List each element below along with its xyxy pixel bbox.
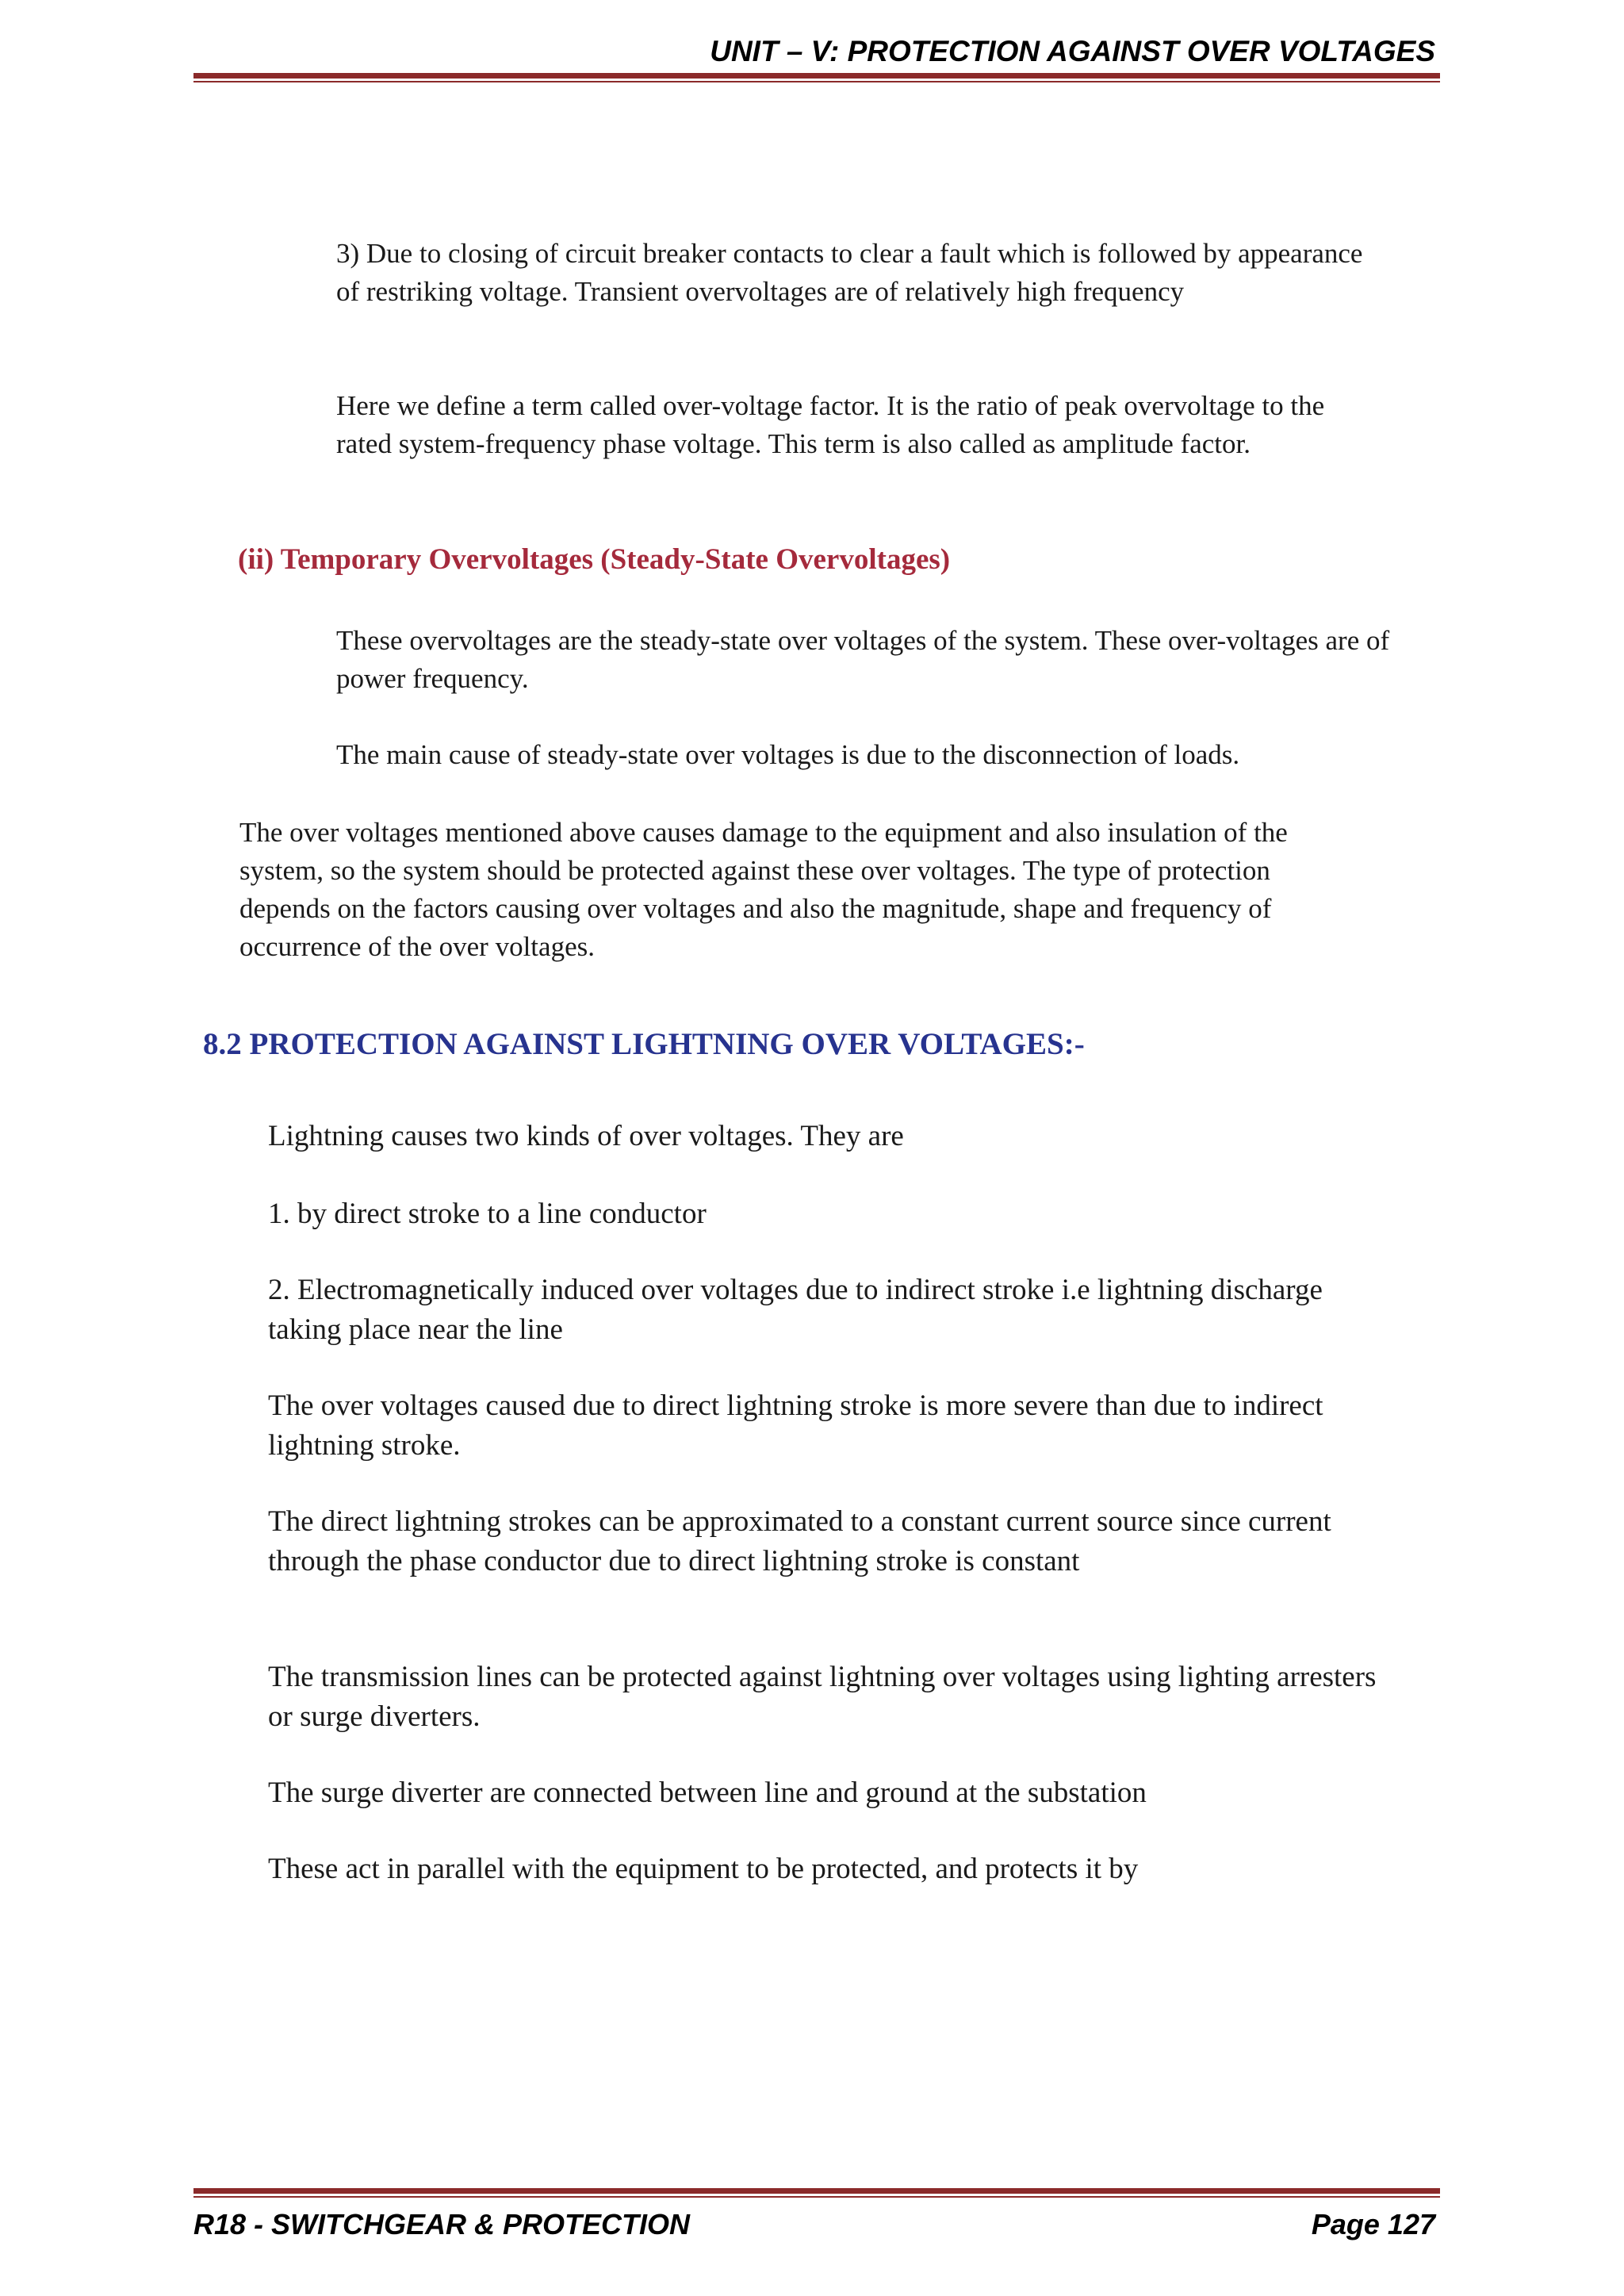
section-heading-temporary-overvoltages: (ii) Temporary Overvoltages (Steady-State Overvoltages) [238, 543, 951, 576]
paragraph-surge-diverter: The surge diverter are connected between line and ground at the substation [268, 1777, 1147, 1809]
paragraph-parallel-equipment: These act in parallel with the equipment to be protected, and protects it by [268, 1853, 1139, 1885]
paragraph-arresters: The transmission lines can be protected against lightning over voltages using lighting arresters or surge diverters. [268, 1661, 1377, 1733]
footer-page-number: Page 127 [1311, 2208, 1435, 2240]
footer-course-title: R18 - SWITCHGEAR & PROTECTION [193, 2208, 691, 2240]
paragraph-restriking-voltage: 3) Due to closing of circuit breaker contacts to clear a fault which is followed by appearance of restriking voltage. Transient overvoltages are of relatively high frequency [336, 238, 1363, 307]
header-rule [193, 73, 1440, 82]
section-heading-lightning-protection: 8.2 PROTECTION AGAINST LIGHTNING OVER VOLTAGES:- [203, 1027, 1085, 1061]
header-title: UNIT – V: PROTECTION AGAINST OVER VOLTAGES [710, 35, 1435, 67]
paragraph-main-cause: The main cause of steady-state over voltages is due to the disconnection of loads. [336, 739, 1240, 770]
paragraph-lightning-kinds: Lightning causes two kinds of over voltages. They are [268, 1120, 904, 1152]
list-item-induced-overvoltage: 2. Electromagnetically induced over voltages due to indirect stroke i.e lightning discharge taking place near the line [268, 1274, 1323, 1346]
paragraph-overvoltage-factor: Here we define a term called over-voltage factor. It is the ratio of peak overvoltage to the rated system-frequency phase voltage. This term is also called as amplitude factor. [336, 390, 1325, 459]
paragraph-damage-protection: The over voltages mentioned above causes damage to the equipment and also insulation of the system, so the system should be protected against these over voltages. The type of protection depends on the factors causing over voltages and also the magnitude, shape and frequency of occurrence of the over voltages. [239, 817, 1288, 962]
paragraph-direct-vs-indirect: The over voltages caused due to direct lightning stroke is more severe than due to indirect lightning stroke. [268, 1389, 1323, 1462]
footer-rule [193, 2188, 1440, 2198]
paragraph-constant-current: The direct lightning strokes can be approximated to a constant current source since current through the phase conductor due to direct lightning stroke is constant [268, 1505, 1331, 1577]
paragraph-steady-state: These overvoltages are the steady-state over voltages of the system. These over-voltages are of power frequency. [336, 625, 1390, 694]
list-item-direct-stroke: 1. by direct stroke to a line conductor [268, 1198, 707, 1230]
